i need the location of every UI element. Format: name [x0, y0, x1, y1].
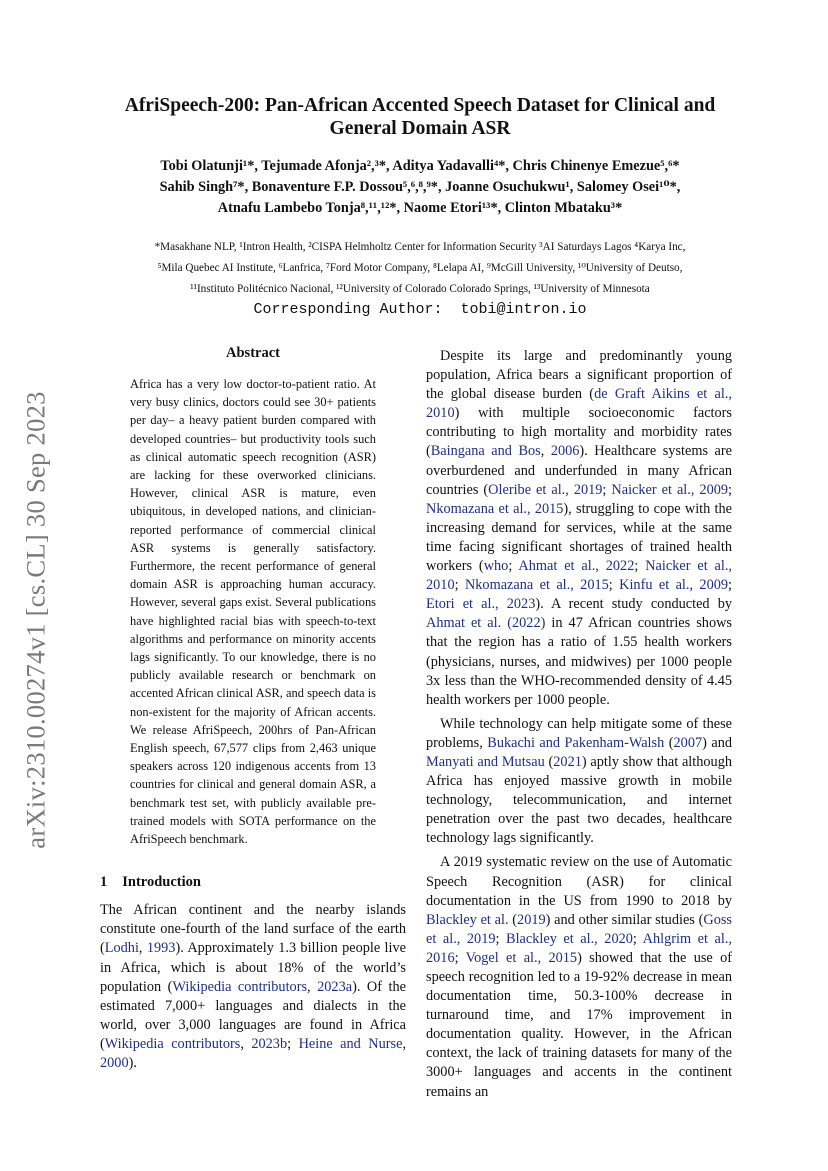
citation-link[interactable]: Manyati and Mutsau	[426, 753, 545, 770]
citation-link[interactable]: 2006	[550, 443, 580, 460]
citation-link[interactable]: 1993	[146, 940, 176, 957]
intro-paragraph-4: A 2019 systematic review on the use of Automatic Speech Recognition (ASR) for clinical documentation in the US from 1990 to 2018 by Blackley et al. (2019) and other similar studies (Goss et al., 2019; Blackley et al., 2020; Ahlgrim et al., 2016; Vogel et al., 2015) showed that the use of speech recognition led to a 19-92% decrease in mean documentation time, 50.3-100% decrease in turnaround time, and 17% improvement in documentation quality. However, in the African context, the lack of training datasets for many of the 3000+ languages and accents in the continent remains an	[426, 854, 733, 1100]
citation-link[interactable]: Nkomazana et al., 2015	[426, 500, 564, 517]
affiliations	[90, 237, 750, 320]
intro-paragraph-2: Despite its large and predominantly young population, Africa bears a significant proportion of the global disease burden (de Graft Aikins et al., 2010) with multiple socioeconomic factors contributing to high mortality and morbidity rates (Baingana and Bos, 2006). Healthcare systems are overburdened and underfunded in many African countries (Oleribe et al., 2019; Naicker et al., 2009; Nkomazana et al., 2015), struggling to cope with the increasing demand for services, while at the same time facing significant shortages of trained health workers (who; Ahmat et al., 2022; Naicker et al., 2010; Nkomazana et al., 2015; Kinfu et al., 2009; Etori et al., 2023). A recent study conducted by Ahmat et al. (2022) in 47 African countries shows that the region has a ratio of 1.55 health workers (physicians, nurses, and midwives) per 1000 people 3x less than the WHO-recommended density of 4.45 health workers per 1000 people.	[426, 348, 733, 708]
arxiv-identifier	[18, 365, 54, 875]
citation-link[interactable]: 2000	[100, 1055, 129, 1072]
citation-link[interactable]: who	[483, 558, 509, 575]
citation-link[interactable]: Etori et al., 2023	[426, 596, 536, 613]
citation-link[interactable]: 2019	[517, 911, 546, 928]
citation-link[interactable]: Goss et al., 2019	[426, 911, 732, 947]
intro-paragraph-1: The African continent and the nearby islands constitute one-fourth of the land surface of the earth (Lodhi, 1993). Approximately 1.3 billion people live in Africa, which is about 18% of the world’s population (Wikipedia contributors, 2023a). Of the estimated 7,000+ languages and dialects in the world, over 3,000 languages are found in Africa (Wikipedia contributors, 2023b; Heine and Nurse, 2000).	[100, 902, 407, 1072]
citation-link[interactable]: Heine and Nurse	[298, 1035, 403, 1052]
citation-link[interactable]: Vogel et al., 2015	[465, 949, 578, 966]
left-column	[100, 343, 406, 1073]
abstract-heading: Abstract	[226, 345, 280, 361]
citation-link[interactable]: Ahmat et al. (2022)	[426, 615, 546, 632]
citation-link[interactable]: Nkomazana et al., 2015	[464, 577, 609, 594]
abstract-text: Africa has a very low doctor-to-patient ratio. At very busy clinics, doctors could see 30+ patients per day– a heavy patient burden compared with developed countries– but productivity tools such as clinical automatic speech recognition (ASR) are lacking for these overworked clinicians. However, clinical ASR is mature, even ubiquitous, in developed nations, and clinician-reported performance of commercial clinical ASR systems is generally satisfactory. Furthermore, the recent performance of general domain ASR is approaching human accuracy. However, several gaps exist. Several publications have highlighted racial bias with speech-to-text algorithms and performance on minority accents lags significantly. To our knowledge, there is no publicly available research or benchmark on accented African clinical ASR, and speech data is non-existent for the majority of African accents. We release AfriSpeech, 200hrs of Pan-African English speech, 67,577 clips from 2,463 unique speakers across 120 indigenous accents from 13 countries for clinical and general domain ASR, a benchmark test set, with publicly available pre-trained models with SOTA performance on the AfriSpeech benchmark.	[130, 377, 376, 847]
citation-link[interactable]: Wikipedia contributors	[172, 978, 308, 995]
citation-link[interactable]: Bukachi and Pakenham-Walsh	[487, 734, 665, 751]
citation-link[interactable]: de Graft Aikins et al., 2010	[426, 386, 732, 422]
author-list	[95, 156, 745, 219]
citation-link[interactable]: 2021	[553, 753, 582, 770]
title-line-2: General Domain ASR	[329, 118, 511, 139]
citation-link[interactable]: Ahlgrim et al., 2016	[426, 930, 733, 966]
authors-line-3: Atnafu Lambebo Tonja⁸,¹¹,¹²*, Naome Etori¹³*, Clinton Mbataku³*	[217, 200, 623, 216]
citation-link[interactable]: 2007	[673, 734, 703, 751]
authors-line-2: Sahib Singh⁷*, Bonaventure F.P. Dossou⁵,⁶,⁸,⁹*, Joanne Osuchukwu¹, Salomey Osei¹⁰*,	[159, 179, 681, 195]
citation-link[interactable]: Lodhi	[104, 940, 139, 957]
citation-link[interactable]: Baingana and Bos	[430, 443, 541, 460]
authors-line-1: Tobi Olatunji¹*, Tejumade Afonja²,³*, Aditya Yadavalli⁴*, Chris Chinenye Emezue⁵,⁶*	[160, 158, 680, 174]
arxiv-identifier-text: arXiv:2310.00274v1 [cs.CL] 30 Sep 2023	[20, 391, 51, 849]
citation-link[interactable]: Wikipedia contributors	[104, 1035, 241, 1052]
right-column	[426, 343, 732, 1102]
citation-link[interactable]: Ahmat et al., 2022	[518, 558, 635, 575]
corresponding-author: Corresponding Author: tobi@intron.io	[253, 301, 587, 318]
citation-link[interactable]: Naicker et al., 2009	[611, 481, 729, 498]
citation-link[interactable]: Oleribe et al., 2019	[488, 481, 603, 498]
citation-link[interactable]: Naicker et al., 2010	[426, 558, 733, 594]
section-number: 1	[100, 874, 108, 891]
affiliation-line-2: ⁵Mila Quebec AI Institute, ⁶Lanfrica, ⁷Ford Motor Company, ⁸Lelapa AI, ⁹McGill University, ¹⁰University of Deutso,	[157, 262, 683, 274]
citation-link[interactable]: 2023b	[251, 1035, 288, 1052]
citation-link[interactable]: Blackley et al., 2020	[506, 930, 633, 947]
title-line-1: AfriSpeech-200: Pan-African Accented Speech Dataset for Clinical and	[124, 95, 716, 116]
citation-link[interactable]: Kinfu et al., 2009	[619, 577, 729, 594]
intro-paragraph-3: While technology can help mitigate some of these problems, Bukachi and Pakenham-Walsh (2007) and Manyati and Mutsau (2021) aptly show that although Africa has enjoyed massive growth in mobile technology, telecommunication, and internet penetration over the past two decades, healthcare technology lags significantly.	[426, 715, 733, 847]
affiliation-line-3: ¹¹Instituto Politécnico Nacional, ¹²University of Colorado Colorado Springs, ¹³University of Minnesota	[190, 283, 650, 295]
affiliation-line-1: *Masakhane NLP, ¹Intron Health, ²CISPA Helmholtz Center for Information Security ³AI Saturdays Lagos ⁴Karya Inc,	[154, 241, 686, 253]
section-title: Introduction	[122, 874, 201, 891]
paper-title	[90, 94, 750, 140]
citation-link[interactable]: 2023a	[317, 978, 353, 995]
section-heading-introduction	[100, 872, 406, 892]
citation-link[interactable]: Blackley et al.	[426, 911, 509, 928]
